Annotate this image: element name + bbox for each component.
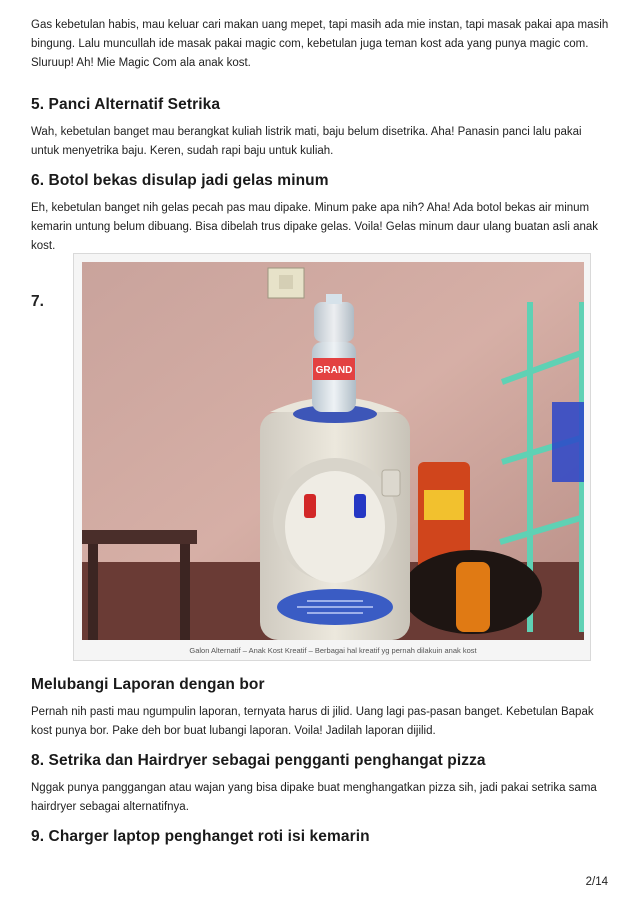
intro-paragraph: Gas kebetulan habis, mau keluar cari makan uang mepet, tapi masih ada mie instan, tapi masak pakai apa masih bingung. Lalu muncullah ide masak pakai magic com, kebetulan juga teman kost ada yang punya magic com. Sluruup! Ah! Mie Magic Com ala anak kost. — [31, 19, 609, 69]
section-7-number: 7. — [31, 293, 44, 310]
section-9-heading: 9. Charger laptop penghanget roti isi kemarin — [31, 828, 370, 845]
section-8-paragraph: Nggak punya panggangan atau wajan yang bisa dipake buat menghangatkan pizza sih, jadi pakai setrika sama hairdryer sebagai alternatifnya. — [31, 782, 597, 813]
section-8-heading: 8. Setrika dan Hairdryer sebagai pengganti penghangat pizza — [31, 752, 486, 769]
section-5-heading: 5. Panci Alternatif Setrika — [31, 96, 221, 113]
section-5-paragraph: Wah, kebetulan banget mau berangkat kuliah listrik mati, baju belum disetrika. Aha! Panasin panci lalu pakai untuk menyetrika baju. Keren, sudah rapi baju untuk kuliah. — [31, 126, 582, 157]
section-bor-paragraph: Pernah nih pasti mau ngumpulin laporan, ternyata harus di jilid. Uang lagi pas-pasan banget. Kebetulan Bapak kost punya bor. Pake deh bor buat lubangi laporan. Voila! Jadilah laporan dijilid. — [31, 706, 594, 737]
water-dispenser-photo — [82, 262, 584, 640]
section-bor-heading: Melubangi Laporan dengan bor — [31, 676, 265, 693]
page-number: 2/14 — [585, 876, 608, 888]
section-6-paragraph: Eh, kebetulan banget nih gelas pecah pas mau dipake. Minum pake apa nih? Aha! Ada botol bekas air minum kemarin untung belum dibuang. Bisa dibelah trus dipake gelas. Voila! Gelas minum daur ulang buatan asli anak kost. — [31, 202, 599, 252]
section-6-heading: 6. Botol bekas disulap jadi gelas minum — [31, 172, 329, 189]
bottle-brand-label: GRAND — [315, 365, 353, 376]
figure-caption: Galon Alternatif – Anak Kost Kreatif – Berbagai hal kreatif yg pernah dilakuin anak kost — [189, 646, 477, 655]
figure-water-dispenser — [73, 253, 591, 661]
